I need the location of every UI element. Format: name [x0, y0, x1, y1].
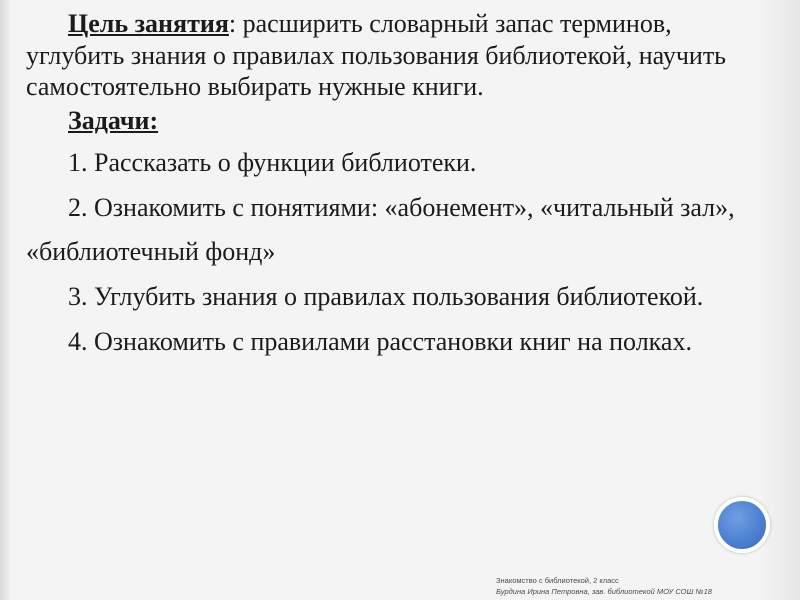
goal-heading: Цель занятия	[68, 9, 229, 38]
left-decorative-band	[0, 0, 10, 600]
task-item-2: 2. Ознакомить с понятиями: «абонемент», «читальный зал», «библиотечный фонд»	[26, 192, 735, 267]
slide-footer	[496, 575, 776, 597]
decorative-circle	[714, 497, 770, 553]
footer-line-1: Знакомство с библиотекой, 2 класс	[496, 576, 619, 585]
goal-paragraph	[26, 8, 746, 103]
goal-text: : расширить словарный запас терминов, углубить знания о правилах пользования библиотекой, научить самостоятельно выбирать нужные книги.	[26, 9, 727, 102]
right-decorative-band	[764, 0, 800, 600]
task-item-1: 1. Рассказать о функции библиотеки.	[68, 147, 477, 177]
tasks-paragraph	[26, 105, 746, 137]
task-item-3: 3. Углубить знания о правилах пользования библиотекой.	[68, 282, 704, 312]
slide-content	[26, 8, 746, 364]
footer-line-2: Бурдина Ирина Петровна, зав. библиотекой МОУ СОШ №18	[496, 587, 712, 596]
tasks-heading: Задачи:	[68, 106, 159, 136]
task-item-4: 4. Ознакомить с правилами расстановки книг на полках.	[68, 326, 692, 356]
